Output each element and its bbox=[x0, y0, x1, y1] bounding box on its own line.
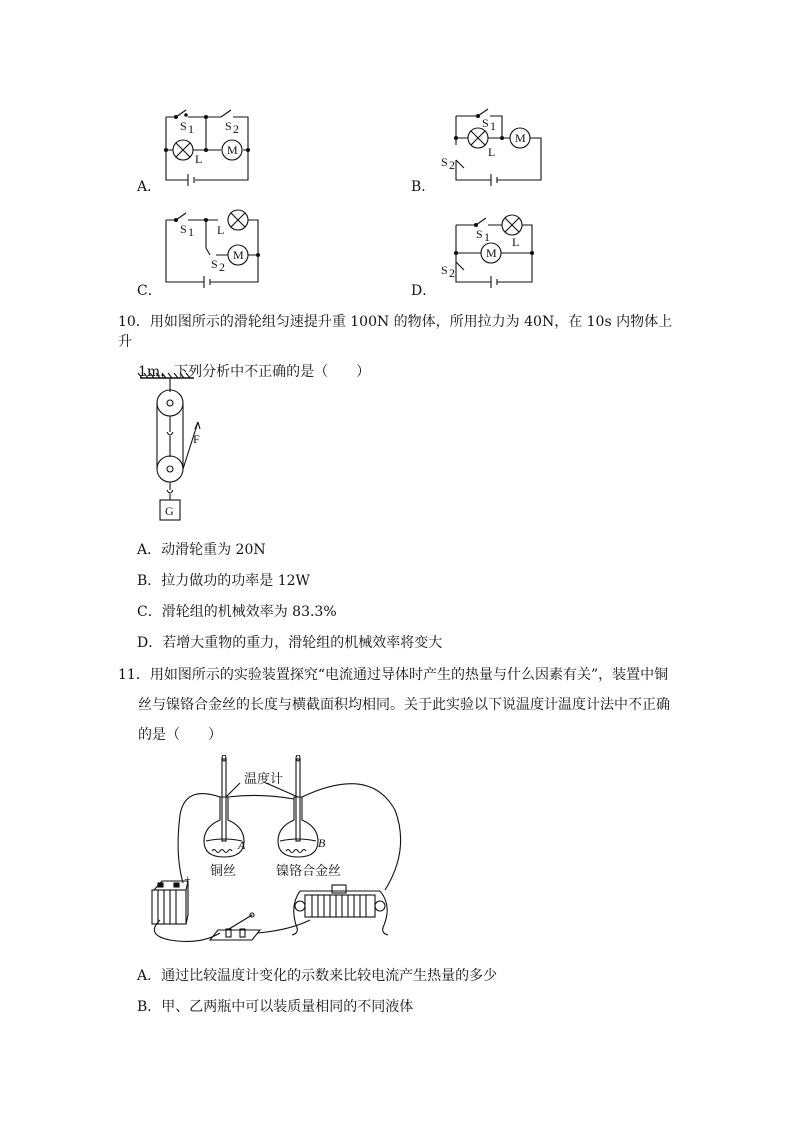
label-sub: 2 bbox=[219, 260, 225, 274]
label-s1: S bbox=[180, 119, 187, 133]
q9-options bbox=[0, 0, 794, 300]
pulley-figure bbox=[136, 372, 226, 524]
flask-b-label: B bbox=[318, 836, 326, 850]
question-11-stem bbox=[118, 665, 678, 745]
q11-option-b[interactable]: B．甲、乙两瓶中可以装质量相同的不同液体 bbox=[137, 999, 414, 1015]
option-c-letter[interactable]: C． bbox=[137, 283, 162, 299]
label-s2: S bbox=[441, 263, 448, 277]
label-sub: 1 bbox=[484, 230, 490, 244]
motor-symbol: M bbox=[515, 131, 526, 145]
q10-option-c[interactable]: C．滑轮组的机械效率为 83.3% bbox=[137, 604, 337, 620]
label-s2: S bbox=[225, 119, 232, 133]
q11-line2: 丝与镍铬合金丝的长度与横截面积均相同。关于此实验以下说温度计温度计法中不正确 bbox=[138, 697, 670, 713]
q10-option-b[interactable]: B．拉力做功的功率是 12W bbox=[137, 573, 310, 589]
option-a-letter[interactable]: A． bbox=[137, 179, 162, 195]
experiment-figure bbox=[140, 755, 410, 960]
copper-wire-label: 铜丝 bbox=[210, 864, 237, 879]
option-d-letter[interactable]: D． bbox=[411, 283, 437, 299]
label-sub: 2 bbox=[233, 122, 239, 136]
label-s1: S bbox=[476, 227, 483, 241]
q11-line3: 的是（ ） bbox=[138, 727, 222, 743]
label-s2: S bbox=[441, 155, 448, 169]
label-s1: S bbox=[180, 222, 187, 236]
weight-label: G bbox=[165, 504, 174, 518]
motor-symbol: M bbox=[233, 248, 244, 262]
motor-symbol: M bbox=[486, 246, 497, 260]
label-lamp: L bbox=[217, 223, 225, 237]
circuit-b bbox=[455, 109, 542, 186]
q9-circuits bbox=[0, 0, 794, 300]
q11-line1: 11．用如图所示的实验装置探究“电流通过导体时产生的热量与什么因素有关”，装置中铜 bbox=[118, 667, 669, 683]
q11-options bbox=[137, 966, 497, 1028]
label-lamp: L bbox=[512, 235, 520, 249]
flask-a-label: A bbox=[238, 838, 246, 852]
label-s1: S bbox=[482, 116, 489, 130]
q10-options bbox=[137, 540, 442, 664]
thermometer-label: 温度计 bbox=[244, 772, 284, 787]
label-lamp: L bbox=[488, 145, 496, 159]
label-sub: 2 bbox=[449, 266, 455, 280]
label-sub: 2 bbox=[449, 158, 455, 172]
q10-line2: 1m，下列分析中不正确的是（ ） bbox=[138, 364, 371, 380]
label-lamp: L bbox=[195, 152, 203, 166]
q10-option-a[interactable]: A．动滑轮重为 20N bbox=[137, 542, 266, 558]
option-b-letter[interactable]: B． bbox=[411, 179, 436, 195]
nichrome-wire-label: 镍铬合金丝 bbox=[276, 864, 342, 879]
label-s2: S bbox=[211, 257, 218, 271]
force-label: F bbox=[193, 432, 200, 446]
plus-terminal-label: + bbox=[184, 872, 191, 886]
motor-symbol: M bbox=[227, 143, 238, 157]
q11-option-a[interactable]: A．通过比较温度计变化的示数来比较电流产生热量的多少 bbox=[137, 968, 498, 984]
q10-option-d[interactable]: D．若增大重物的重力，滑轮组的机械效率将变大 bbox=[137, 635, 443, 651]
label-sub: 1 bbox=[188, 225, 194, 239]
label-sub: 1 bbox=[490, 119, 496, 133]
label-sub: 1 bbox=[188, 122, 194, 136]
q10-line1: 10．用如图所示的滑轮组匀速提升重 100N 的物体，所用拉力为 40N，在 10s 内物体上升 bbox=[118, 314, 673, 350]
